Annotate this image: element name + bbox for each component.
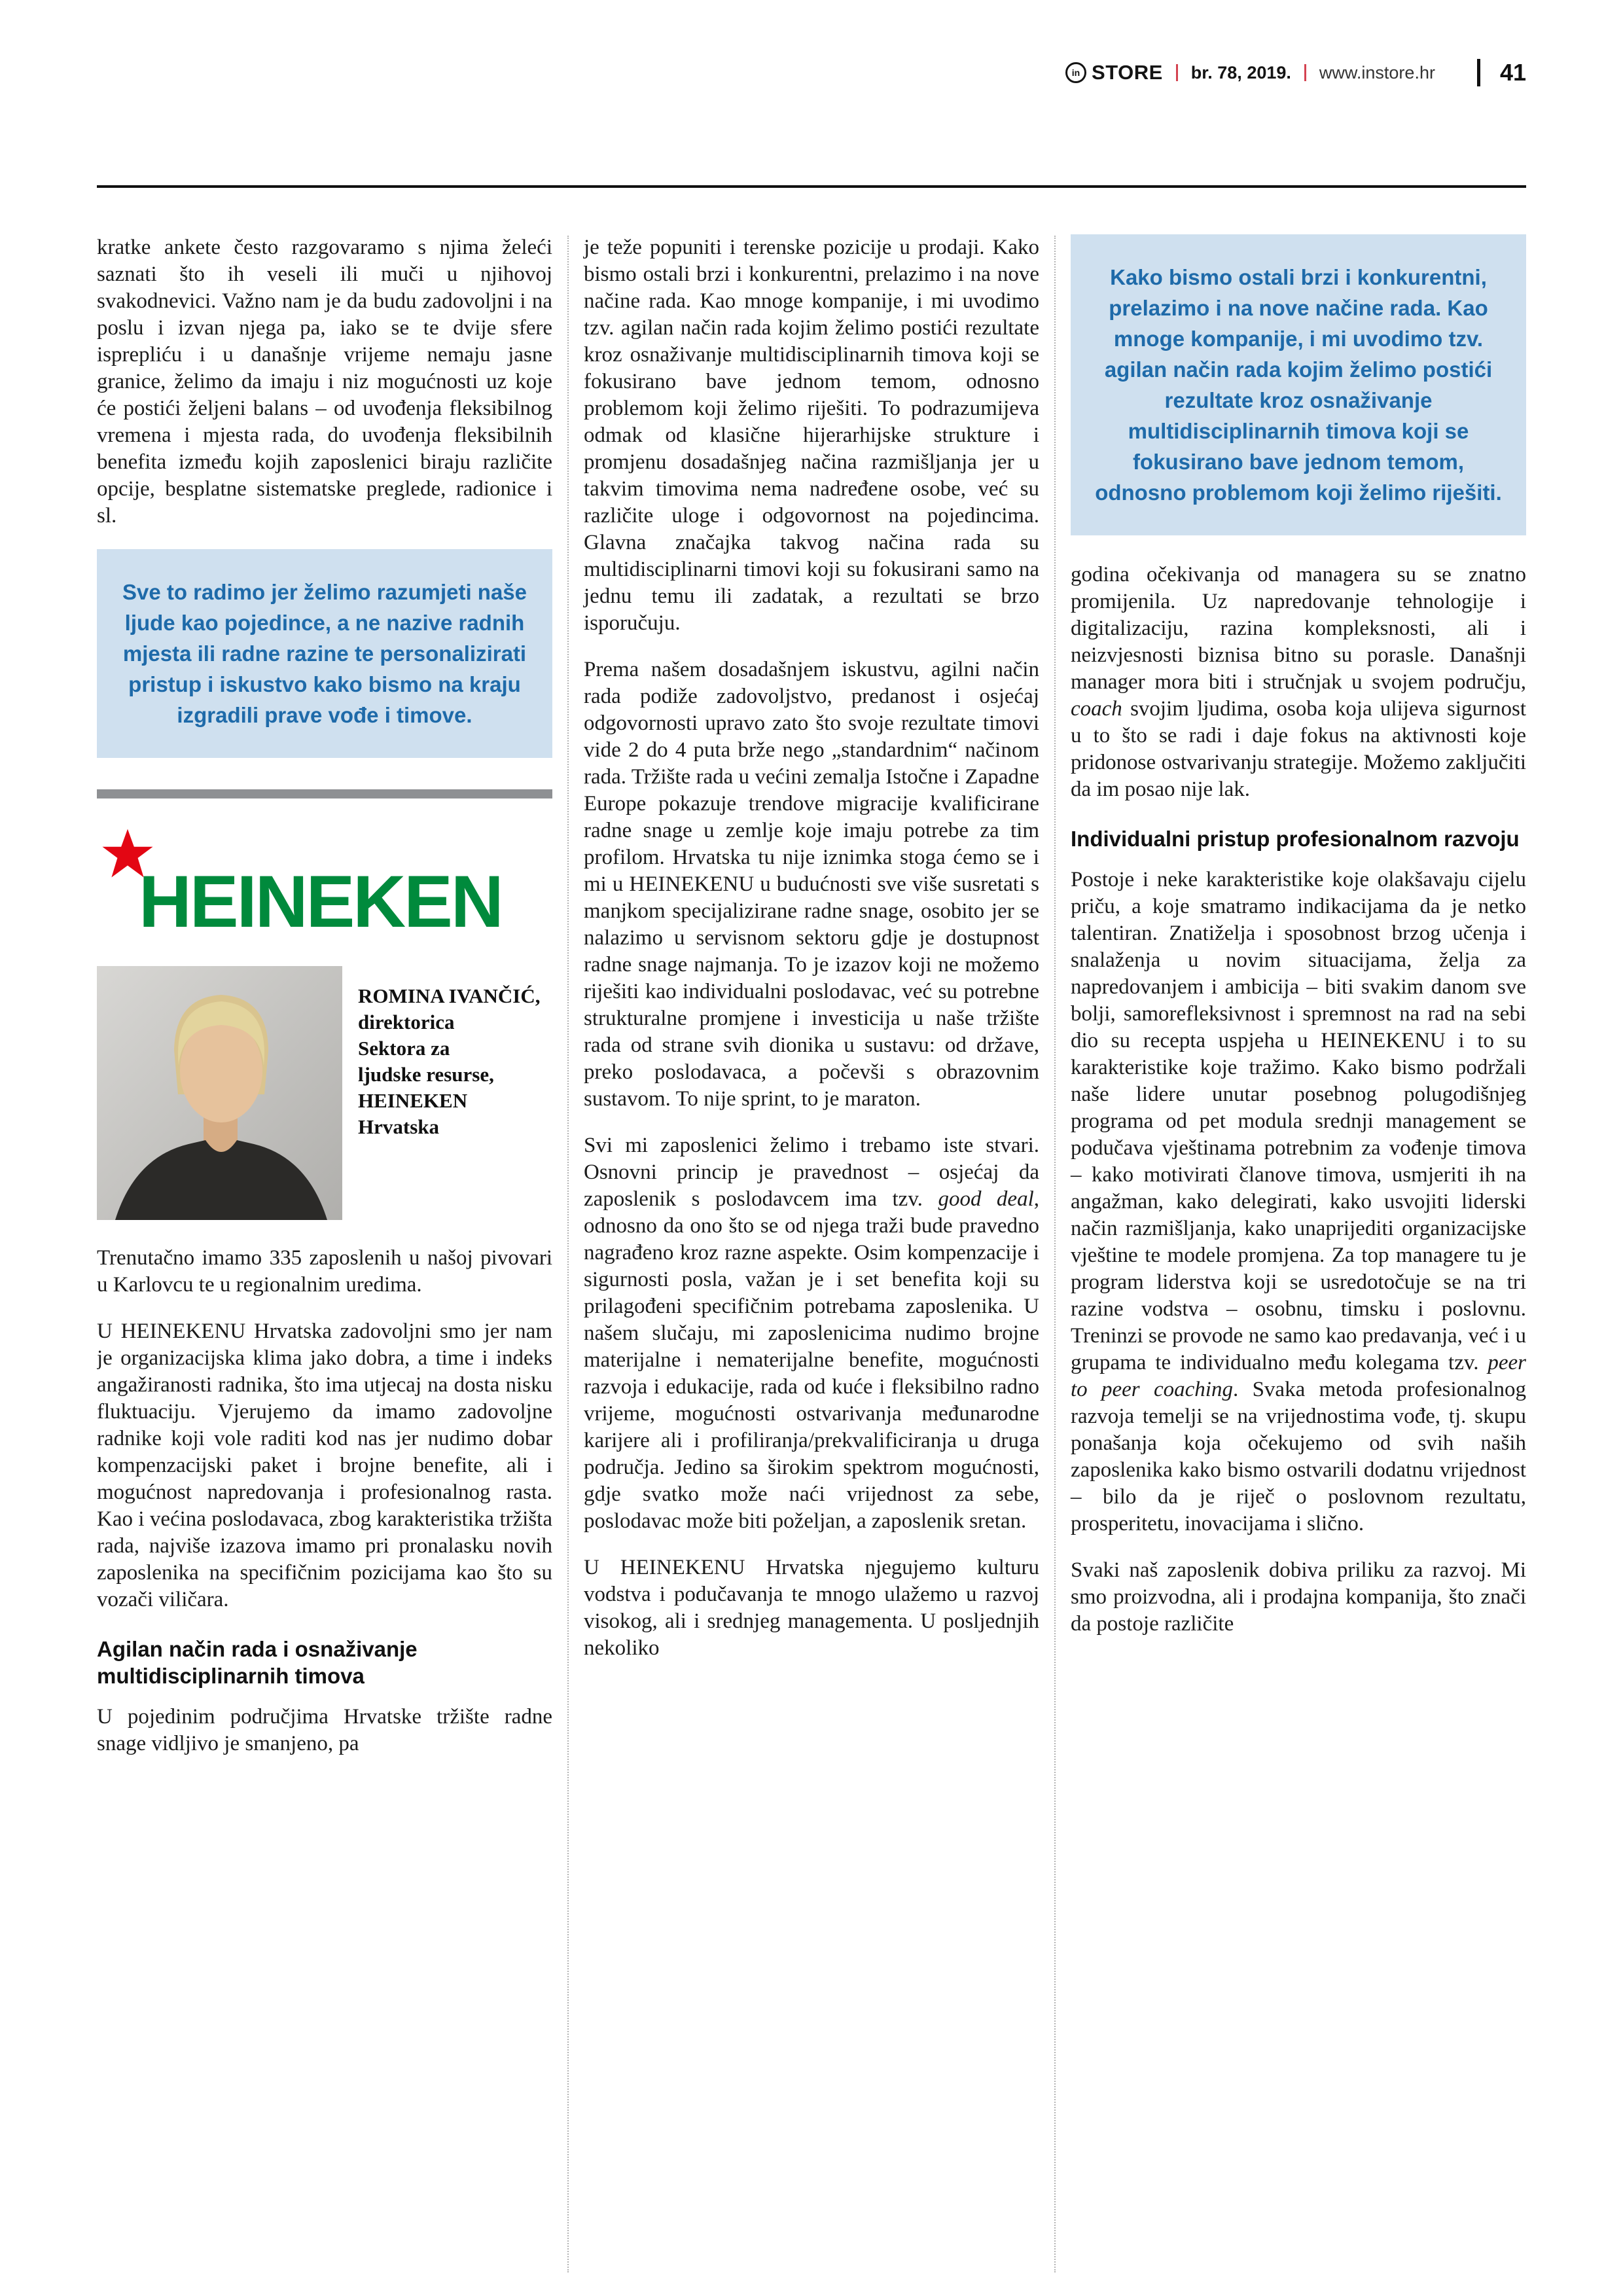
paragraph: je teže popuniti i terenske pozicije u prodaji. Kako bismo ostali brzi i konkurentni, prelazimo i na nove načine rada. Kao mnoge kompanije, i mi uvodimo tzv. agilan način rada kojim želimo postići rezultate kroz osnaživanje multidisciplinarnih timova koji se fokusirano bave jednom temom, odnosno problemom koji želimo riješiti. To podrazumijeva odmak od klasične hijerarhijske strukture i promjenu dosadašnjeg načina razmišljanja jer u takvim timovima nema nadređene osobe, već su različite uloge i odgovornost na pojedincima. Glavna značajka takvog načina rada su multidisciplinarni timovi koji su fokusirani samo na jednu temu ili zadatak, a rezultati se brzo isporučuju.: [584, 236, 1039, 635]
paragraph: Trenutačno imamo 335 zaposlenih u našoj pivovari u Karlovcu te u regionalnim uredima.: [97, 1246, 552, 1297]
paragraph: U HEINEKENU Hrvatska njegujemo kulturu vodstva i podučavanja te mnogo ulažemo u razvoj visokog, ali i srednjeg managementa. U posljednjih nekoliko: [584, 1556, 1039, 1660]
subheading-individual: Individualni pristup profesionalnom razvoju: [1071, 827, 1520, 851]
col3-body: [1071, 867, 1526, 1638]
instore-logo-icon: in: [1065, 62, 1086, 83]
paragraph: kratke ankete često razgovaramo s njima želeći saznati što ih veseli ili muči u njihovoj svakodnevici. Važno nam je da budu zadovoljni i na poslu i izvan njega pa, iako se te dvije sfere isprepliću i u današnje vrijeme nemaju jasne granice, želimo da imaju i niz mogućnosti uz koje će postići željeni balans – od uvođenja fleksibilnog vremena i mjesta rada, do uvođenja fleksibilnih benefita između kojih zaposlenici biraju različite opcije, besplatne sistematske preglede, radionice i sl.: [97, 236, 552, 528]
page-header: [97, 59, 1526, 86]
pull-quote-1: [97, 549, 552, 758]
paragraph: direktorica: [358, 1011, 455, 1033]
pull-quote-2-text: Kako bismo ostali brzi i konkurentni, prelazimo i na nove načine rada. Kao mnoge kompanije, i mi uvodimo tzv. agilan način rada kojim želimo postići rezultate kroz osnaživanje multidisciplinarnih timova koji se fokusirano bave jednom temom, odnosno problemom koji želimo riješiti.: [1095, 265, 1502, 505]
page-number-block: [1477, 59, 1526, 86]
column-1: [97, 234, 552, 2272]
paragraph: Prema našem dosadašnjem iskustvu, agilni način rada podiže zadovoljstvo, predanost i osjećaj odgovornosti upravo zato što svoje rezultate timovi vide 2 do 4 puta brže nego „standardnim“ načinom rada. Tržište rada u većini zemalja Istočne i Zapadne Europe pokazuje trendove migracije kvalificirane radne snage u zemlje koje imaju potrebe za tim profilom. Hrvatska tu nije iznimka stoga ćemo se i mi u HEINEKENU u budućnosti sve više susretati s manjkom specijalizirane radne snage, osobito jer se nalazimo u servisnom sektoru gdje je dostupnost radne snage najmanja. To je izazov koji ne možemo riješiti kao individualni poslodavac, već su potrebne strukturalne promjene i investicija u naše tržište rada od strane svih dionika u sustavu: od države, preko poslodavaca, a počevši s obrazovnim sustavom. To nije sprint, to je maraton.: [584, 658, 1039, 1111]
col1-body: [97, 1245, 552, 1613]
paragraph: HEINEKEN: [358, 1089, 468, 1112]
section-divider: [97, 789, 552, 798]
issue-label: br. 78, 2019.: [1190, 62, 1291, 82]
heineken-logo: [97, 829, 552, 942]
pull-quote-2: [1071, 234, 1526, 535]
portrait-block: [97, 966, 552, 1220]
paragraph: Sektora za: [358, 1037, 450, 1060]
photo-caption: [358, 966, 540, 1220]
header-rule: [97, 185, 1526, 188]
col1-closing: [97, 1704, 552, 1757]
column-2: [584, 234, 1039, 2272]
header-divider: [1304, 64, 1306, 81]
portrait-photo: [97, 966, 342, 1220]
instore-logo: [1065, 61, 1163, 84]
subheading-agile: Agilan način rada i osnaživanje multidisciplinarnih timova: [97, 1637, 418, 1688]
col3-lead: [1071, 562, 1526, 803]
column-3: [1071, 234, 1526, 2272]
page-number: 41: [1499, 59, 1526, 86]
article-columns: [97, 234, 1526, 2272]
paragraph: Hrvatska: [358, 1115, 439, 1138]
paragraph: Svi mi zaposlenici želimo i trebamo iste stvari. Osnovni princip je pravednost – osjećaj da zaposlenik s poslodavcem ima tzv. good deal, odnosno da ono što se od njega traži bude pravedno nagrađeno kroz razne aspekte. Osim kompenzacije i sigurnosti posla, važan je i set benefita koji su prilagođeni specifičnim potrebama zaposlenika. U našem slučaju, mi zaposlenicima nudimo brojne materijalne i nematerijalne benefite, mogućnosti razvoja i edukacije, rada od kuće i fleksibilno radno vrijeme, mogućnosti ostvarivanja međunarodne karijere ali i profiliranja/prekvalificiranja u druga područja. Jedino sa širokim spektrom mogućnosti, gdje svatko može naći vrijednost za sebe, poslodavac može biti poželjan, a zaposlenik sretan.: [584, 1134, 1039, 1533]
page-number-divider: [1477, 59, 1480, 86]
paragraph: Svaki naš zaposlenik dobiva priliku za razvoj. Mi smo proizvodna, ali i prodajna kompanija, što znači da postoje različite: [1071, 1558, 1526, 1636]
paragraph: Postoje i neke karakteristike koje olakšavaju cijelu priču, a koje smatramo indikacijama da je netko talentiran. Znatiželja i sposobnost brzog učenja i snalaženja u novim situacijama, želja za napredovanjem i ambicija – biti svakim danom sve bolji, samorefleksivnost i spremnost na rad na sebi dio su recepta uspjeha u HEINEKENU i to su karakteristike koje tražimo. Kako bismo podržali naše lidere unutar posebnog polugodišnjeg programa od pet modula srednji management se podučava vještinama potrebnim za vođenje timova – kako motivirati članove timova, usmjeriti ih na angažman, kako delegirati, kako usvojiti liderski način razmišljanja, kako unaprijediti organizacijske vještine te modele promjena. Za top managere tu je program liderstva koji se usredotočuje se na tri razine vodstva – osobnu, timsku i poslovnu. Treninzi se provode ne samo kao predavanja, već i u grupama te individualno među kolegama tzv. peer to peer coaching. Svaka metoda profesionalnog razvoja temelji se na vrijednostima vođe, tj. skupu ponašanja koja očekujemo od svih naših zaposlenika kako bismo ostvarili dodatnu vrijednost – bilo da je riječ o poslovnom rezultatu, prosperitetu, inovacijama i slično.: [1071, 868, 1526, 1535]
header-meta: [1065, 61, 1435, 84]
header-divider: [1176, 64, 1178, 81]
paragraph: ROMINA IVANČIĆ,: [358, 984, 541, 1007]
paragraph: U pojedinim područjima Hrvatske tržište radne snage vidljivo je smanjeno, pa: [97, 1705, 552, 1755]
website-label: www.instore.hr: [1319, 62, 1435, 82]
paragraph: ljudske resurse,: [358, 1063, 494, 1086]
heineken-wordmark: HEINEKEN: [139, 861, 502, 942]
paragraph: U HEINEKENU Hrvatska zadovoljni smo jer nam je organizacijska klima jako dobra, a time i indeks angažiranosti radnika, što ima utjecaj na dosta nisku fluktuaciju. Vjerujemo da imamo zadovoljne radnike koji vole raditi kod nas jer nudimo dobar kompenzacijski paket i brojne benefite, ali i mogućnost napredovanja i profesionalnog rasta. Kao i većina poslodavaca, zbog karakteristika tržišta rada, najviše izazova imamo pri pronalasku novih zaposlenika na specifičnim pozicijama kao što su vozači viličara.: [97, 1319, 552, 1611]
heineken-star-icon: [101, 829, 154, 881]
logo-text: STORE: [1092, 61, 1163, 84]
col2-body: [584, 234, 1039, 1662]
paragraph: godina očekivanja od managera su se znatno promijenila. Uz napredovanje tehnologije i digitalizaciju, razina kompleksnosti, ali i neizvjesnosti biznisa bitno su porasle. Današnji manager mora biti i stručnjak u svojem području, coach svojim ljudima, osoba koja ulijeva sigurnost u to što se radi i daje fokus na aktivnosti koje pridonose ostvarivanju strategije. Možemo zaključiti da im posao nije lak.: [1071, 563, 1526, 801]
pull-quote-1-text: Sve to radimo jer želimo razumjeti naše ljude kao pojedince, a ne nazive radnih mjesta ili radne razine te personalizirati pristup i iskustvo kako bismo na kraju izgradili prave vođe i timove.: [122, 580, 527, 727]
col1-intro: [97, 234, 552, 529]
